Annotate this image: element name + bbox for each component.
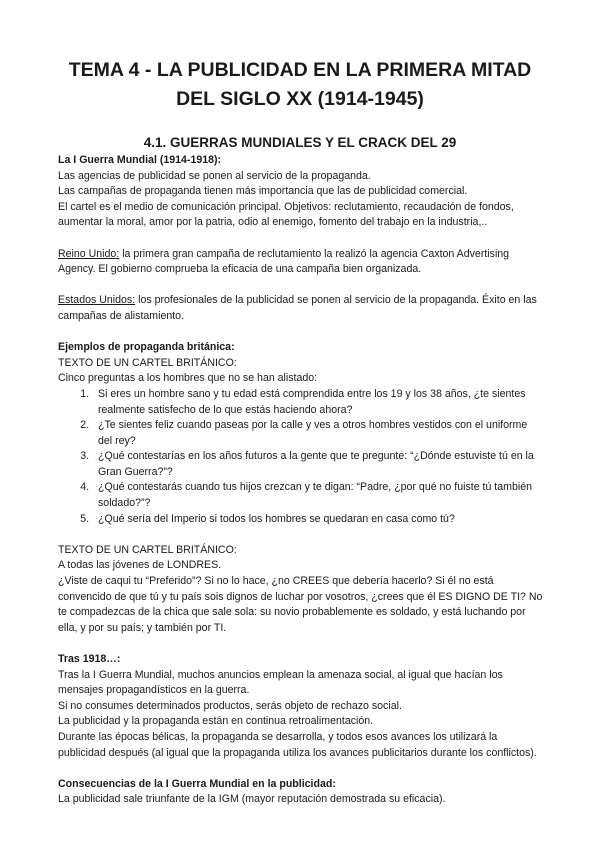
page-title xyxy=(40,56,560,114)
poster-audience: A todas las jóvenes de LONDRES. xyxy=(58,559,222,572)
list-item: 4. ¿Qué contestarás cuando tus hijos crezcan y te digan: “Padre, ¿por qué no fuiste tú también soldado?”? xyxy=(92,480,544,511)
poster-label: TEXTO DE UN CARTEL BRITÁNICO: xyxy=(58,356,237,369)
list-item: 1. Si eres un hombre sano y tu edad está comprendida entre los 19 y los 38 años, ¿te sientes realmente satisfecho de lo que estás haciendo ahora? xyxy=(92,387,544,418)
list-item: 5. ¿Qué sería del Imperio si todos los hombres se quedaran en casa como tú? xyxy=(92,512,544,528)
label-reino-unido: Reino Unido: xyxy=(58,247,120,260)
heading-consequences: Consecuencias de la I Guerra Mundial en la publicidad: xyxy=(58,777,336,790)
heading-british-propaganda: Ejemplos de propaganda británica: xyxy=(58,341,235,354)
heading-first-world-war: La I Guerra Mundial (1914-1918): xyxy=(58,154,222,166)
poster-text: ¿Viste de caqui tu “Preferido”? Si no lo hace, ¿no CREES que debería hacerlo? Si él no está convencido de que tú y tu país sois dignos de luchar por vosotros, ¿crees que él ES DIGNO DE TI? No te compadezcas de la chica que sale sola: su novio probablemente es soldado, y está luchando por ella, y por su país; y también por TI. xyxy=(58,575,543,634)
paragraph: La publicidad y la propaganda están en continua retroalimentación. xyxy=(58,715,374,728)
paragraph: Si no consumes determinados productos, serás objeto de rechazo social. xyxy=(58,699,402,712)
poster-intro: Cinco preguntas a los hombres que no se han alistado: xyxy=(58,372,318,385)
title-line-2: DEL SIGLO XX (1914-1945) xyxy=(176,88,424,110)
label-estados-unidos: Estados Unidos: xyxy=(58,294,136,307)
text-estados-unidos: los profesionales de la publicidad se ponen al servicio de la propaganda. Éxito en las campañas de alistamiento. xyxy=(58,294,537,322)
heading-after-1918: Tras 1918…: xyxy=(58,653,121,665)
poster-label: TEXTO DE UN CARTEL BRITÁNICO: xyxy=(58,543,237,556)
paragraph: El cartel es el medio de comunicación principal. Objetivos: reclutamiento, recaudación de fondos, aumentar la moral, amor por la patria, odio al enemigo, fomento del trabajo en la industria,.. xyxy=(58,200,514,229)
list-item: 3. ¿Qué contestarías en los años futuros a la gente que te pregunte: “¿Dónde estuviste tú en la Gran Guerra?”? xyxy=(92,449,544,480)
paragraph-estados-unidos xyxy=(58,293,544,324)
text-reino-unido: la primera gran campaña de reclutamiento la realizó la agencia Caxton Advertising Agency. El gobierno comprueba la eficacia de una campaña bien organizada. xyxy=(58,247,510,276)
paragraph: Las agencias de publicidad se ponen al servicio de la propaganda. xyxy=(58,169,371,182)
paragraph: Las campañas de propaganda tienen más importancia que las de publicidad comercial. xyxy=(58,185,468,198)
title-line-1: TEMA 4 - LA PUBLICIDAD EN LA PRIMERA MITAD xyxy=(68,59,532,81)
list-item: 2. ¿Te sientes feliz cuando paseas por la calle y ves a otros hombres vestidos con el uniforme del rey? xyxy=(92,418,544,449)
questions-list xyxy=(58,387,544,527)
paragraph: Durante las épocas bélicas, la propaganda se desarrolla, y todos esos avances los utilizará la publicidad después (al igual que la propaganda utiliza los avances publicitarios durante los conflictos). xyxy=(58,730,537,759)
paragraph: La publicidad sale triunfante de la IGM (mayor reputación demostrada su eficacia). xyxy=(58,793,446,806)
paragraph-reino-unido xyxy=(58,247,544,278)
document-body xyxy=(58,153,544,808)
paragraph: Tras la I Guerra Mundial, muchos anuncios emplean la amenaza social, al igual que hacían los mensajes propagandísticos en la guerra. xyxy=(58,668,503,697)
section-subtitle: 4.1. GUERRAS MUNDIALES Y EL CRACK DEL 29 xyxy=(143,135,457,150)
